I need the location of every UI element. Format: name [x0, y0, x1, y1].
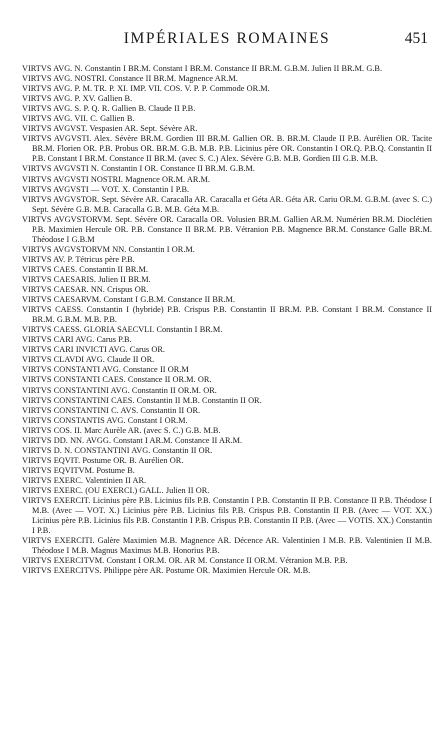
list-item: VIRTVS AVGVSTI NOSTRI. Magnence OR.M. AR.M.	[22, 174, 210, 184]
list-item: VIRTVS EQVITVM. Postume B.	[22, 465, 135, 475]
list-item: VIRTVS CONSTANTIS AVG. Constant I OR.M.	[22, 415, 188, 425]
list-item: VIRTVS DD. NN. AVGG. Constant I AR.M. Constance II AR.M.	[22, 435, 243, 445]
list-item: VIRTVS AVG. VII. C. Gallien B.	[22, 114, 135, 124]
list-item: VIRTVS CLAVDI AVG. Claude II OR.	[22, 355, 155, 365]
list-item: VIRTVS CAESAR. NN. Crispus OR.	[22, 285, 149, 295]
list-item: VIRTVS CAESARVM. Constant I G.B.M. Constance II BR.M.	[22, 295, 235, 305]
list-item: VIRTVS CARI AVG. Carus P.B.	[22, 335, 132, 345]
list-item: VIRTVS EXERCITI. Galère Maximien M.B. Magnence AR. Décence AR. Valentinien I M.B. P.B. Valentinien II M.B. Théodose I M.B. Magnus Maximus M.B. Honorius P.B.	[22, 536, 432, 556]
list-item: VIRTVS AV. P. Tétricus père P.B.	[22, 254, 135, 264]
list-item: VIRTVS AVGVSTORVM NN. Constantin I OR.M.	[22, 244, 195, 254]
list-item: VIRTVS AVGVSTI — VOT. X. Constantin I P.B.	[22, 184, 190, 194]
list-item: VIRTVS CONSTANTINI C. AVS. Constantin II OR.	[22, 405, 201, 415]
list-item: VIRTVS AVGVSTORVM. Sept. Sévère OR. Caracalla OR. Volusien BR.M. Gallien AR.M. Numérien BR.M. Dioclétien P.B. Maximien Hercule OR. P.B. Constance II BR.M. P.B. Vétranion P.B. Magnence BR.M. Constance Galle BR.M. Théodose I G.B.M	[22, 214, 432, 244]
list-item: VIRTVS AVG. S. P. Q. R. Gallien B. Claude II P.B.	[22, 104, 196, 114]
list-item: VIRTVS CONSTANTINI AVG. Constantin II OR.M. OR.	[22, 385, 217, 395]
list-item: VIRTVS AVGVSTI. Alex. Sévère BR.M. Gordien III BR.M. Gallien OR. B. BR.M. Claude II P.B. Aurélien OR. Tacite BR.M. Florien OR. P.B. Probus OR. BR.M. G.B. M.B. P.B. Licinius père OR. Constantin I OR.Q. P.B.Q. Constantin II P.B. Constant I BR.M. Constance II BR.M. (avec S. C.) Alex. Sévère G.B. M.B. Gordien III G.B. M.B.	[22, 134, 432, 164]
list-item: VIRTVS CONSTANTINI CAES. Constantin II M.B. Constantin II OR.	[22, 395, 262, 405]
entry-list	[22, 64, 432, 576]
list-item: VIRTVS CAES. Constantin II BR.M.	[22, 264, 148, 274]
list-item: VIRTVS EXERCITVS. Philippe père AR. Postume OR. Maximien Hercule OR. M.B.	[22, 566, 311, 576]
list-item: VIRTVS COS. II. Marc Aurèle AR. (avec S. C.) G.B. M.B.	[22, 425, 221, 435]
page-header	[22, 30, 432, 52]
list-item: VIRTVS AVG. P. M. TR. P. XI. IMP. VII. COS. V. P. P. Commode OR.M.	[22, 84, 270, 94]
list-item: VIRTVS D. N. CONSTANTINI AVG. Constantin II OR.	[22, 445, 213, 455]
list-item: VIRTVS CAESS. GLORIA SAECVLI. Constantin I BR.M.	[22, 325, 223, 335]
list-item: VIRTVS EXERC. (OU EXERCI.) GALL. Julien II OR.	[22, 485, 210, 495]
page-title: IMPÉRIALES ROMAINES	[123, 30, 331, 47]
list-item: VIRTVS EXERCIT. Licinius père P.B. Licinius fils P.B. Constantin I P.B. Constantin II P.B. Constance II P.B. Théodose I M.B. (Avec — VOT. X.) Licinius père P.B. Licinius fils P.B. Crispus P.B. Constantin II P.B. (Avec — VOT. XX.) Licinius père P.B. Licinius fils P.B. Constantin I P.B. Crispus P.B. Constantin II P.B. (Avec — VOTIS. XX.) Constantin I P.B.	[22, 496, 432, 536]
page-number: 451	[404, 30, 428, 47]
list-item: VIRTVS CONSTANTI AVG. Constance II OR.M	[22, 365, 189, 375]
list-item: VIRTVS CAESARIS. Julien II BR.M.	[22, 274, 151, 284]
list-item: VIRTVS AVGVSTI N. Constantin I OR. Constance II BR.M. G.B.M.	[22, 164, 256, 174]
list-item: VIRTVS EQVIT. Postume OR. B. Aurélien OR.	[22, 455, 184, 465]
list-item: VIRTVS AVGVSTOR. Sept. Sévère AR. Caracalla AR. Caracalla et Géta AR. Géta AR. Cariu OR.M. G.B.M. (avec S. C.) Sept. Sévère G.B. M.B. Caracalla G.B. M.B. Géta M.B.	[22, 194, 432, 214]
list-item: VIRTVS AVG. NOSTRI. Constance II BR.M. Magnence AR.M.	[22, 74, 238, 84]
list-item: VIRTVS CONSTANTI CAES. Constance II OR.M. OR.	[22, 375, 212, 385]
list-item: VIRTVS CAESS. Constantin I (hybride) P.B. Crispus P.B. Constantin II BR.M. P.B. Constant I BR.M. Constance II BR.M. G.B.M. M.B. P.B.	[22, 305, 432, 325]
list-item: VIRTVS EXERC. Valentinien II AR.	[22, 475, 147, 485]
list-item: VIRTVS AVG. P. XV. Gallien B.	[22, 94, 133, 104]
list-item: VIRTVS AVGVST. Vespasien AR. Sept. Sévère AR.	[22, 124, 198, 134]
list-item: VIRTVS CARI INVICTI AVG. Carus OR.	[22, 345, 166, 355]
list-item: VIRTVS EXERCITVM. Constant I OR.M. OR. AR M. Constance II OR.M. Vétranion M.B. P.B.	[22, 556, 348, 566]
list-item: VIRTVS AVG. N. Constantin I BR.M. Constant I BR.M. Constance II BR.M. G.B.M. Julien II BR.M. G.B.	[22, 64, 383, 73]
